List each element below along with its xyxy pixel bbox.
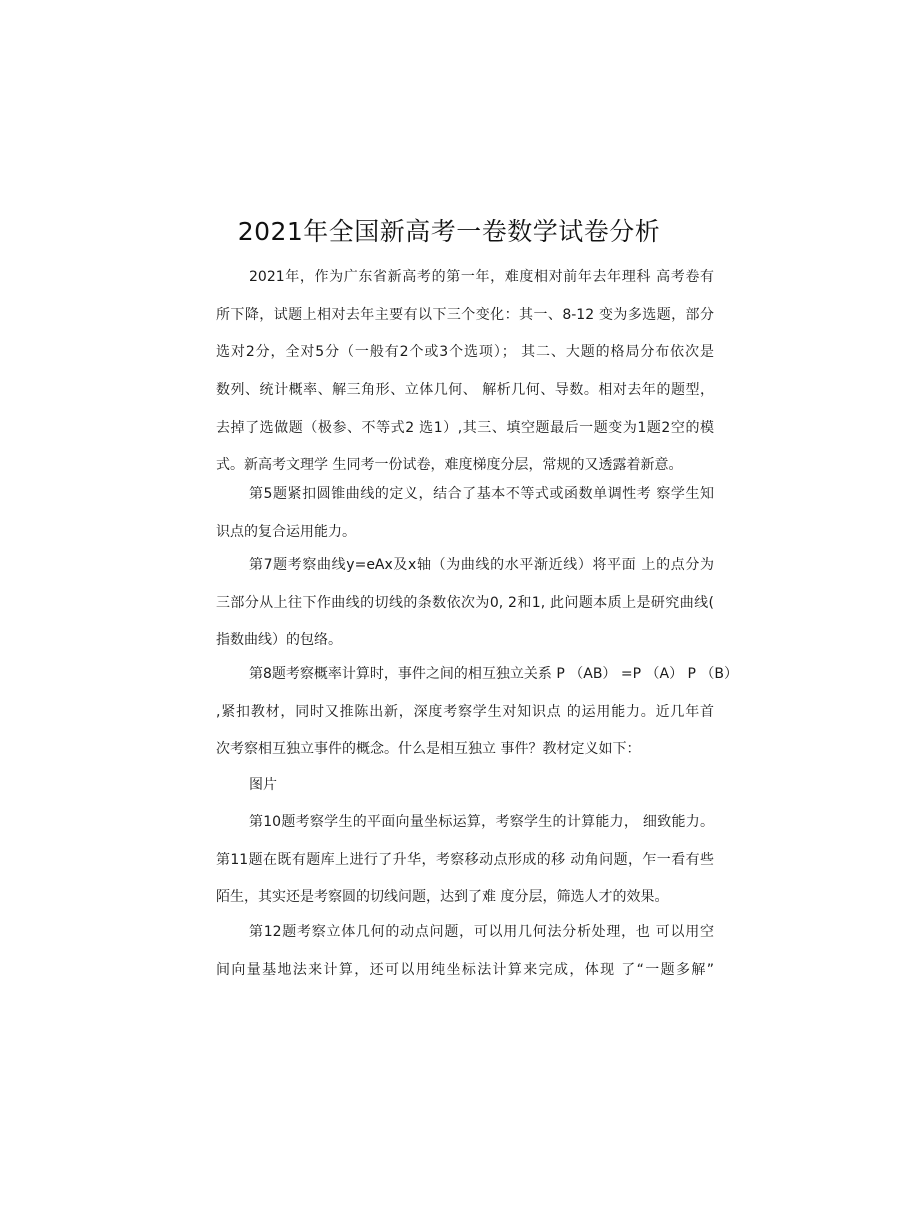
text-line: 所下降，试题上相对去年主要有以下三个变化：其一、8-12 变为多选题，部分 bbox=[216, 306, 714, 323]
text-line: 间向量基地法来计算，还可以用纯坐标法计算来完成，体现 了“一题多解” bbox=[216, 961, 714, 978]
image-placeholder-text: 图片 bbox=[249, 777, 277, 793]
paragraph-question-5 bbox=[216, 476, 714, 551]
text-line: 次考察相互独立事件的概念。什么是相互独立 事件？教材定义如下： bbox=[216, 741, 641, 758]
text-line: 第10题考察学生的平面向量坐标运算，考察学生的计算能力， 细致能力。 bbox=[249, 814, 714, 830]
text-line: 陌生，其实还是考察圆的切线问题，达到了难 度分层，筛选人才的效果。 bbox=[216, 889, 669, 906]
text-line: 指数曲线）的包络。 bbox=[216, 632, 342, 649]
text-line: 式。新高考文理学 生同考一份试卷，难度梯度分层，常规的又透露着新意。 bbox=[216, 457, 683, 474]
text-line: 识点的复合运用能力。 bbox=[216, 523, 356, 540]
text-line: ,紧扣教材，同时又推陈出新，深度考察学生对知识点 的运用能力。近几年首 bbox=[216, 703, 714, 720]
text-line: 2021年，作为广东省新高考的第一年，难度相对前年去年理科 高考卷有 bbox=[249, 269, 714, 285]
text-line: 第11题在既有题库上进行了升华，考察移动点形成的移 动角问题，乍一看有些 bbox=[216, 851, 714, 868]
text-line: 第8题考察概率计算时，事件之间的相互独立关系 P （AB） =P （A） P （B） bbox=[249, 666, 739, 682]
text-line: 第12题考察立体几何的动点问题，可以用几何法分析处理，也 可以用空 bbox=[249, 924, 714, 940]
document-title: 2021年全国新高考一卷数学试卷分析 bbox=[237, 217, 661, 246]
text-line: 选对2分，全对5分（一般有2个或3个选项）； 其二、大题的格局分布依次是 bbox=[216, 344, 714, 361]
paragraph-question-12 bbox=[216, 914, 714, 989]
text-line: 第5题紧扣圆锥曲线的定义，结合了基本不等式或函数单调性考 察学生知 bbox=[249, 486, 714, 502]
text-line: 第7题考察曲线y=eAx及x轴（为曲线的水平渐近线）将平面 上的点分为 bbox=[249, 557, 714, 573]
text-line: 三部分从上往下作曲线的切线的条数依次为0, 2和1, 此问题本质上是研究曲线( bbox=[216, 594, 714, 611]
paragraph-question-8 bbox=[216, 656, 739, 769]
paragraph-questions-10-11 bbox=[216, 804, 714, 917]
paragraph-intro bbox=[216, 259, 714, 485]
text-line: 数列、统计概率、解三角形、立体几何、 解析几何、导数。相对去年的题型， bbox=[216, 382, 714, 399]
paragraph-question-7 bbox=[216, 547, 714, 660]
paragraph-image-placeholder bbox=[216, 767, 714, 805]
text-line: 去掉了选做题（极参、不等式2 选1）,其三、填空题最后一题变为1题2空的模 bbox=[216, 419, 714, 436]
